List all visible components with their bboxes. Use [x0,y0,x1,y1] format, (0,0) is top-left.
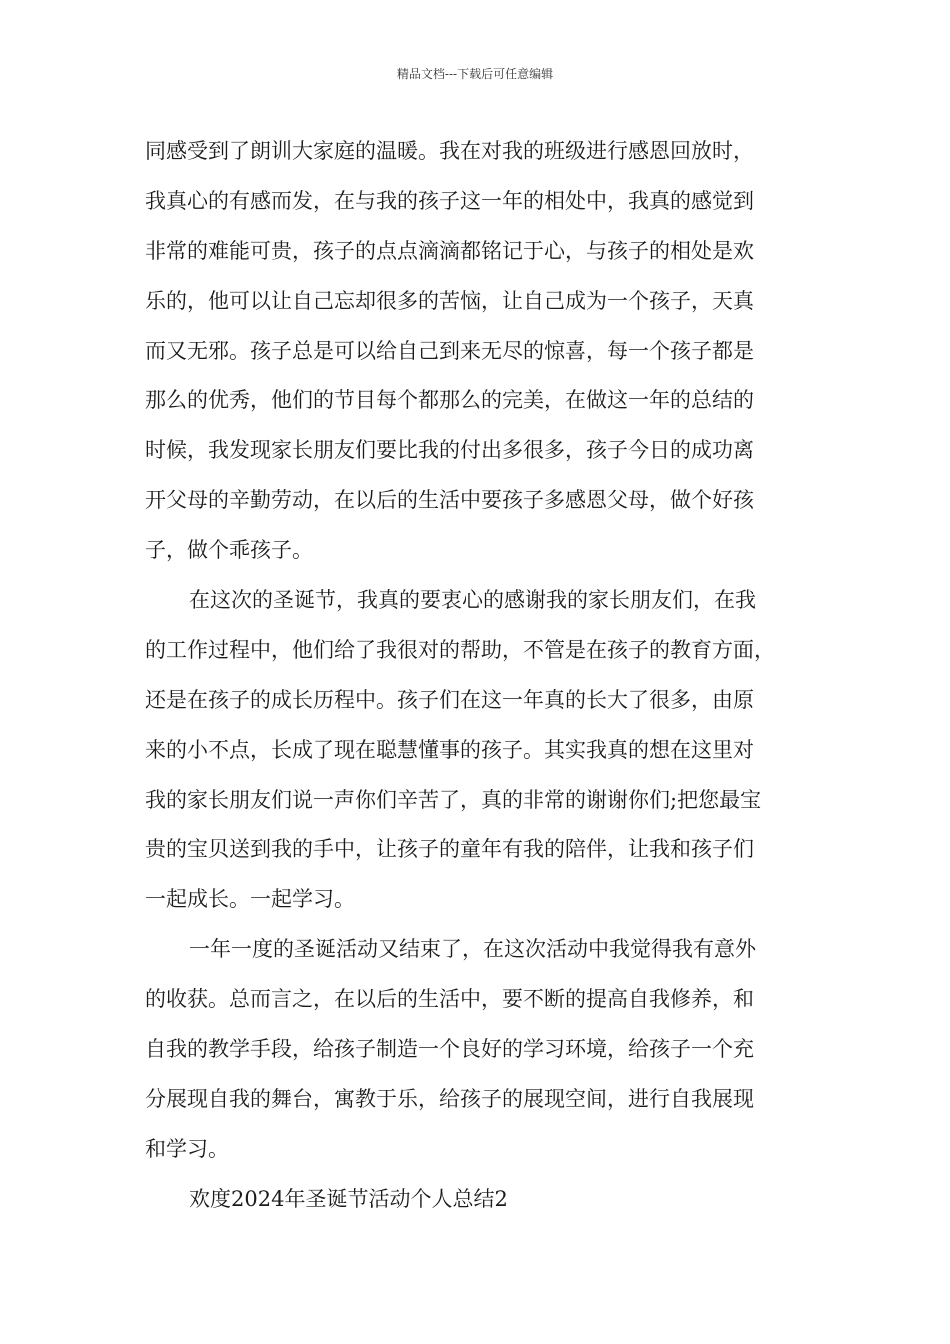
text-line: 在这次的圣诞节，我真的要衷心的感谢我的家长朋友们，在我 [189,588,756,613]
heading-line: 欢度2024年圣诞节活动个人总结2 [189,1186,508,1211]
text-line: 自我的教学手段，给孩子制造一个良好的学习环境，给孩子一个充 [145,1037,754,1062]
text-line: 和学习。 [145,1136,229,1161]
text-line: 还是在孩子的成长历程中。孩子们在这一年真的长大了很多，由原 [145,687,754,712]
text-line: 一年一度的圣诞活动又结束了，在这次活动中我觉得我有意外 [189,937,756,962]
text-line: 的工作过程中，他们给了我很对的帮助，不管是在孩子的教育方面， [145,637,775,662]
text-line: 子，做个乖孩子。 [145,538,313,563]
text-line: 那么的优秀，他们的节目每个都那么的完美，在做这一年的总结的 [145,388,754,413]
text-line: 分展现自我的舞台，寓教于乐，给孩子的展现空间，进行自我展现 [145,1086,754,1111]
text-line: 而又无邪。孩子总是可以给自己到来无尽的惊喜，每一个孩子都是 [145,338,754,363]
text-line: 开父母的辛勤劳动，在以后的生活中要孩子多感恩父母，做个好孩 [145,488,754,513]
text-line: 同感受到了朗训大家庭的温暖。我在对我的班级进行感恩回放时， [145,139,754,163]
text-line: 我真心的有感而发，在与我的孩子这一年的相处中，我真的感觉到 [145,188,754,213]
paragraph-3 [145,925,825,1174]
text-line: 来的小不点，长成了现在聪慧懂事的孩子。其实我真的想在这里对 [145,737,754,762]
text-line: 非常的难能可贵，孩子的点点滴滴都铭记于心，与孩子的相处是欢 [145,238,754,263]
section-heading [145,1175,825,1225]
paragraph-1 [145,127,825,576]
page-header: 精品文档---下载后可任意编辑 [396,67,554,81]
text-line: 贵的宝贝送到我的手中，让孩子的童年有我的陪伴，让我和孩子们 [145,837,754,862]
text-line: 乐的，他可以让自己忘却很多的苦恼，让自己成为一个孩子，天真 [145,288,754,313]
text-line: 的收获。总而言之，在以后的生活中，要不断的提高自我修养，和 [145,987,754,1012]
paragraph-2 [145,576,825,925]
document-body [145,127,825,1225]
text-line: 时候，我发现家长朋友们要比我的付出多很多，孩子今日的成功离 [145,438,754,463]
text-line: 一起成长。一起学习。 [145,887,355,912]
text-line: 我的家长朋友们说一声你们辛苦了，真的非常的谢谢你们;把您最宝 [145,787,762,812]
